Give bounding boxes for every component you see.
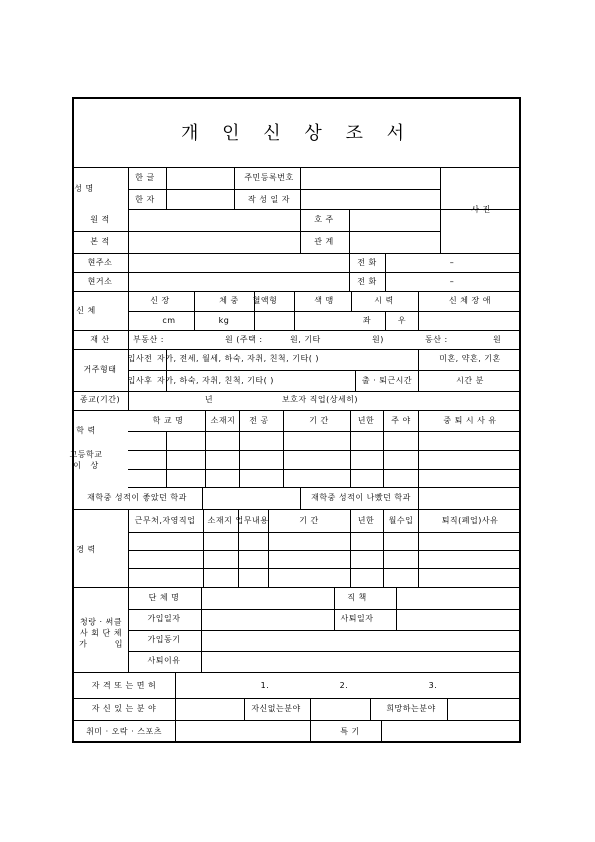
- career-header-period: 기 간: [299, 516, 319, 525]
- grid-line-horizontal: [72, 167, 521, 168]
- license-item-2: 2.: [339, 681, 349, 690]
- registry-label: 본 적: [90, 237, 110, 246]
- guardian-job-label: 보호자 직업(상세히): [281, 395, 359, 404]
- org-resign-date-label: 사퇴일자: [340, 614, 374, 623]
- grid-line-vertical: [418, 410, 419, 487]
- grid-line-horizontal: [128, 431, 521, 432]
- color-blind-label: 색 맹: [314, 296, 334, 305]
- edu-header-years: 년한: [357, 416, 375, 425]
- edu-header-day-night: 주 야: [391, 416, 411, 425]
- grid-line-vertical: [283, 410, 284, 487]
- edu-header-location: 소재지: [210, 416, 236, 425]
- grid-line-vertical: [418, 370, 419, 391]
- edu-header-major: 전 공: [249, 416, 269, 425]
- grid-line-horizontal: [72, 587, 521, 588]
- property-label: 재 산: [90, 335, 110, 344]
- won-close-label: 원): [372, 335, 384, 344]
- current-residence-label: 현거소: [87, 277, 113, 286]
- grid-line-vertical: [440, 167, 441, 253]
- license-item-1: 1.: [260, 681, 270, 690]
- grid-line-horizontal: [128, 550, 521, 551]
- confident-field-label: 자 신 있 는 분 야: [91, 704, 157, 713]
- grid-line-vertical: [244, 698, 245, 720]
- grid-line-vertical: [194, 291, 195, 330]
- unconfident-field-label: 자신없는분야: [251, 704, 301, 713]
- current-address-phone-label: 전 화: [357, 258, 377, 267]
- hanja-label: 한 자: [135, 195, 155, 204]
- movable-label: 동산 :: [425, 335, 448, 344]
- grid-line-horizontal: [128, 568, 521, 569]
- edu-header-school: 학 교 명: [152, 416, 184, 425]
- weight-label: 체 중: [219, 296, 239, 305]
- grid-line-vertical: [385, 253, 386, 291]
- grid-line-horizontal: [72, 330, 521, 331]
- org-join-date-label: 가입일자: [147, 614, 181, 623]
- grid-line-vertical: [396, 587, 397, 630]
- edu-header-period: 기 간: [309, 416, 329, 425]
- grid-line-horizontal: [128, 189, 440, 190]
- license-label: 자 격 또 는 면 허: [91, 681, 157, 690]
- grid-line-horizontal: [72, 253, 521, 254]
- kg-unit: kg: [218, 316, 230, 325]
- career-header-income: 월수입: [388, 516, 414, 525]
- grid-line-horizontal: [128, 609, 521, 610]
- grid-line-horizontal: [128, 487, 521, 488]
- grid-line-vertical: [370, 698, 371, 720]
- grid-line-horizontal: [72, 410, 521, 411]
- grid-line-vertical: [175, 672, 176, 743]
- grid-line-vertical: [128, 167, 129, 349]
- license-item-3: 3.: [428, 681, 438, 690]
- grid-line-vertical: [201, 587, 202, 672]
- org-position-label: 직 책: [347, 593, 367, 602]
- grid-line-vertical: [349, 209, 350, 253]
- grid-line-vertical: [418, 509, 419, 587]
- grid-line-vertical: [385, 311, 386, 330]
- height-label: 신 장: [150, 296, 170, 305]
- education-sub-label: 고등학교 이 상: [69, 450, 103, 470]
- grid-line-vertical: [128, 587, 129, 672]
- after-joining-label: 입사후: [127, 376, 153, 385]
- desired-field-label: 희망하는분야: [386, 704, 436, 713]
- org-join-motive-label: 가입동기: [147, 635, 181, 644]
- religion-label: 종교(기간): [79, 395, 121, 404]
- org-resign-reason-label: 사퇴이유: [147, 656, 181, 665]
- career-header-location: 소재지: [207, 516, 233, 525]
- grid-line-vertical: [355, 370, 356, 391]
- other-won-label: 원, 기타: [290, 335, 321, 344]
- grid-line-vertical: [239, 410, 240, 487]
- grid-line-vertical: [350, 410, 351, 487]
- origin-label: 원 적: [90, 215, 110, 224]
- career-label: 경 력: [76, 545, 96, 554]
- worst-subject-label: 재학중 성적이 나빴던 학과: [311, 493, 411, 502]
- grid-line-vertical: [202, 487, 203, 509]
- grid-line-vertical: [166, 167, 167, 209]
- grid-line-horizontal: [72, 509, 521, 510]
- grid-line-horizontal: [72, 698, 521, 699]
- grid-line-vertical: [418, 349, 419, 370]
- grid-line-vertical: [234, 167, 235, 209]
- relation-label: 관 계: [314, 237, 334, 246]
- vision-left-label: 좌: [362, 316, 372, 325]
- grid-line-horizontal: [128, 630, 521, 631]
- grid-line-vertical: [383, 509, 384, 587]
- grid-line-vertical: [294, 291, 295, 330]
- real-estate-label: 부동산 :: [133, 335, 164, 344]
- org-name-label: 단 체 명: [148, 593, 180, 602]
- grid-line-vertical: [351, 291, 352, 311]
- current-residence-phone-dash: –: [449, 277, 455, 286]
- written-date-label: 작 성 일 자: [247, 195, 291, 204]
- current-address-label: 현주소: [87, 258, 113, 267]
- grid-line-horizontal: [72, 349, 521, 350]
- grid-line-vertical: [418, 291, 419, 330]
- hobby-label: 취미 · 오락 · 스포츠: [86, 727, 162, 736]
- current-residence-phone-label: 전 화: [357, 277, 377, 286]
- disability-label: 신 체 장 애: [448, 296, 492, 305]
- grid-line-vertical: [310, 720, 311, 743]
- grid-line-vertical: [203, 509, 204, 587]
- grid-line-horizontal: [128, 311, 521, 312]
- house-won-label: 원 (주택 :: [225, 335, 263, 344]
- religion-year-unit: 년: [204, 395, 214, 404]
- commute-time-unit: 시간 분: [456, 376, 484, 385]
- name-label: 성 명: [74, 184, 94, 193]
- grid-line-horizontal: [128, 469, 521, 470]
- grid-line-vertical: [128, 509, 129, 587]
- grid-line-horizontal: [72, 672, 521, 673]
- career-header-years: 년한: [357, 516, 375, 525]
- cm-unit: cm: [162, 316, 176, 325]
- career-header-resign-reason: 퇴직(폐업)사유: [441, 516, 499, 525]
- grid-line-vertical: [166, 431, 167, 487]
- grid-line-vertical: [310, 698, 311, 720]
- vision-label: 시 력: [374, 296, 394, 305]
- grid-line-vertical: [383, 410, 384, 487]
- marital-status-options: 미혼, 약혼, 기혼: [439, 354, 501, 363]
- current-address-phone-dash: –: [449, 258, 455, 267]
- vision-right-label: 우: [397, 316, 407, 325]
- education-label: 학 력: [76, 426, 96, 435]
- grid-line-horizontal: [72, 291, 521, 292]
- grid-line-vertical: [334, 587, 335, 630]
- grid-line-horizontal: [72, 720, 521, 721]
- grid-line-vertical: [350, 509, 351, 587]
- hangul-label: 한 글: [135, 173, 155, 182]
- body-label: 신 체: [76, 306, 96, 315]
- grid-line-vertical: [349, 253, 350, 291]
- best-subject-label: 재학중 성적이 좋았던 학과: [87, 493, 187, 502]
- grid-line-horizontal: [128, 450, 521, 451]
- grid-line-vertical: [447, 698, 448, 720]
- grid-line-vertical: [418, 487, 419, 509]
- residence-type-label: 거주형태: [83, 365, 117, 374]
- grid-line-vertical: [300, 487, 301, 509]
- form-title: 개 인 신 상 조 서: [181, 123, 413, 144]
- before-joining-label: 입사전: [127, 354, 153, 363]
- blood-type-label: 혈액형: [252, 296, 278, 305]
- grid-line-horizontal: [128, 651, 521, 652]
- before-joining-options: 자가, 전세, 월세, 하숙, 자취, 친척, 기타( ): [157, 354, 319, 363]
- photo-label: 사 진: [471, 205, 491, 214]
- grid-line-horizontal: [128, 209, 521, 210]
- grid-line-horizontal: [72, 391, 521, 392]
- grid-line-vertical: [300, 167, 301, 253]
- career-header-workplace: 근무처,자영직업: [134, 516, 196, 525]
- grid-line-vertical: [205, 410, 206, 487]
- special-skill-label: 특 기: [340, 727, 360, 736]
- movable-won-label: 원: [493, 335, 502, 344]
- grid-line-horizontal: [72, 272, 521, 273]
- career-header-duties: 업무내용: [235, 516, 269, 525]
- household-head-label: 호 주: [314, 215, 334, 224]
- organization-label: 청랑 · 써클 사 회 단 체 가 입: [79, 617, 123, 649]
- grid-line-horizontal: [128, 532, 521, 533]
- edu-header-dropout-reason: 중 퇴 시 사 유: [443, 416, 497, 425]
- resident-number-label: 주민등록번호: [244, 173, 294, 182]
- after-joining-options: 자가, 하숙, 자취, 친척, 기타( ): [157, 376, 274, 385]
- commute-time-label: 출 · 퇴근시간: [361, 376, 413, 385]
- grid-line-horizontal: [128, 370, 521, 371]
- grid-line-vertical: [381, 720, 382, 743]
